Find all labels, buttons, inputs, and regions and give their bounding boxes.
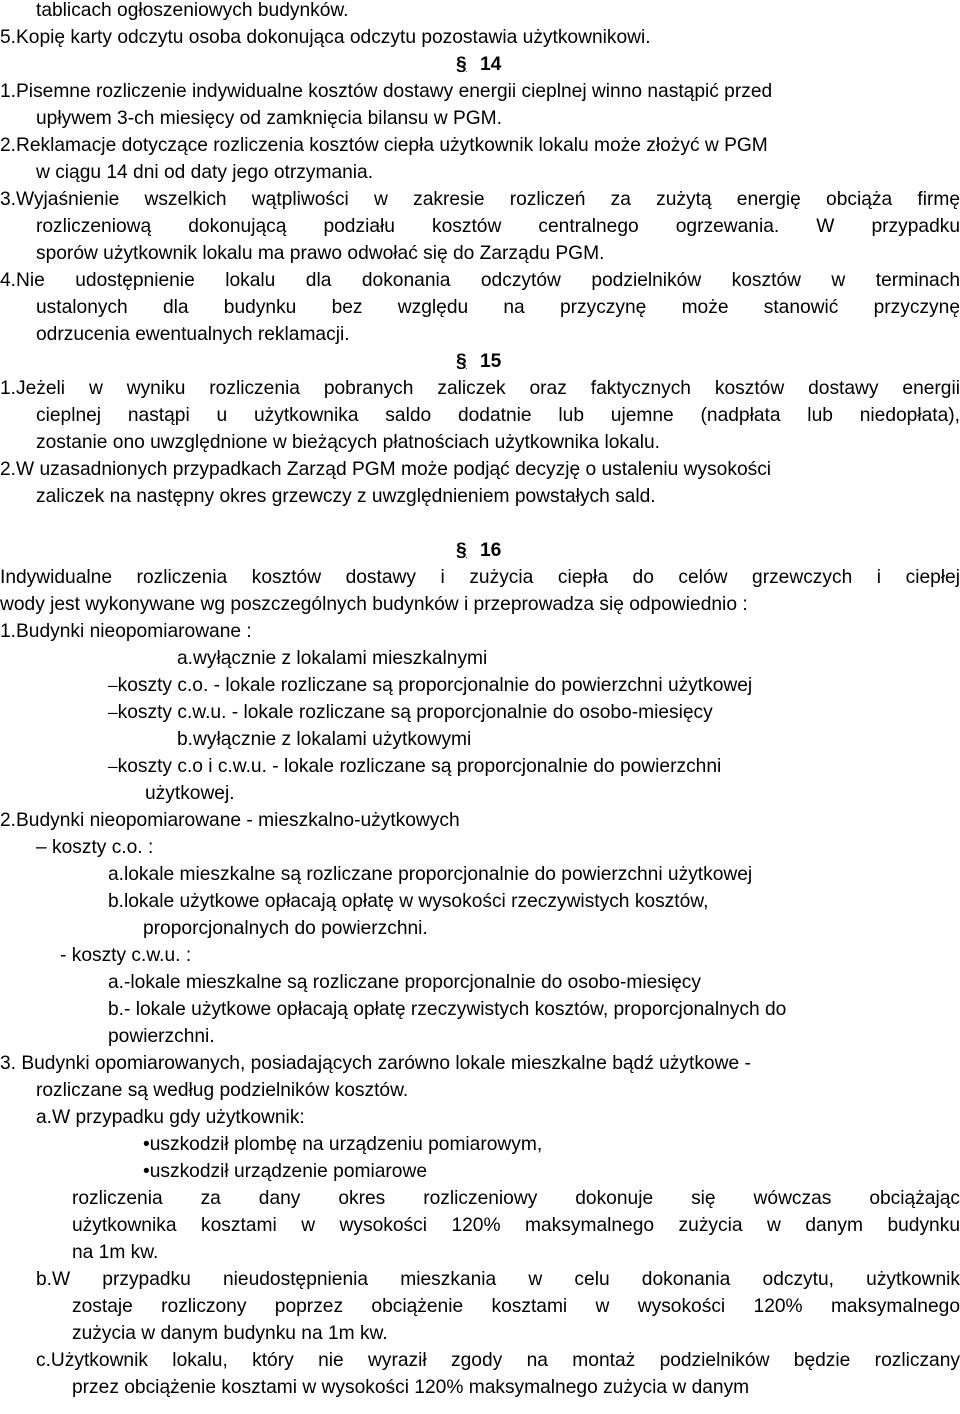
blank-line [0,510,960,537]
section-heading-15 [0,348,960,375]
text-line: Indywidualne rozliczenia kosztów dostawy i zużycia ciepła do celów grzewczych i ciepłej [0,567,960,588]
text-line: proporcjonalnych do powierzchni. [143,918,428,939]
bullet-item: •uszkodził plombę na urządzeniu pomiarowym, [143,1134,543,1155]
section-symbol: § [456,540,467,561]
text-line: ustalonych dla budynku bez względu na przyczynę może stanowić przyczynę [36,297,960,318]
dash-marker: – [108,703,118,722]
text-line: b.- lokale użytkowe opłacają opłatę rzeczywistych kosztów, proporcjonalnych do [108,999,787,1020]
section-heading-16 [0,537,960,564]
list-item-text: koszty c.o i c.w.u. - lokale rozliczane są proporcjonalnie do powierzchni [117,756,722,777]
text-line: 4.Nie udostępnienie lokalu dla dokonania odczytów podzielników kosztów w terminach [0,270,960,291]
bullet-item: •uszkodził urządzenie pomiarowe [143,1161,428,1182]
text-line: - koszty c.w.u. : [60,945,192,966]
text-line: c.Użytkownik lokalu, który nie wyraził zgody na montaż podzielników będzie rozliczany [36,1350,960,1371]
section-number: 15 [480,351,502,372]
text-line: odrzucenia ewentualnych reklamacji. [36,324,350,345]
dash-marker: – [108,676,118,695]
section-number: 14 [480,54,502,75]
text-line: rozliczeniową dokonującą podziału kosztów centralnego ogrzewania. W przypadku [36,216,960,237]
list-item [0,672,960,699]
text-line: a.wyłącznie z lokalami mieszkalnymi [177,648,488,669]
section-symbol: § [456,54,467,75]
text-line: przez obciążenie kosztami w wysokości 120% maksymalnego zużycia w danym [72,1377,750,1398]
text-line: 2.W uzasadnionych przypadkach Zarząd PGM może podjąć decyzję o ustaleniu wysokości [0,459,772,480]
text-line: – koszty c.o. : [36,837,154,858]
list-item-text: koszty c.w.u. - lokale rozliczane są proporcjonalnie do osobo-miesięcy [117,702,713,723]
text-line: a.W przypadku gdy użytkownik: [36,1107,305,1128]
text-line: a.lokale mieszkalne są rozliczane proporcjonalnie do powierzchni użytkowej [108,864,753,885]
text-line: sporów użytkownik lokalu ma prawo odwołać się do Zarządu PGM. [36,243,605,264]
text-line: na 1m kw. [72,1242,159,1263]
text-line: b.wyłącznie z lokalami użytkowymi [177,729,472,750]
text-line: zostanie ono uwzględnione w bieżących płatnościach użytkownika lokalu. [36,432,660,453]
text-line: w ciągu 14 dni od daty jego otrzymania. [36,162,374,183]
text-line: wody jest wykonywane wg poszczególnych budynków i przeprowadza się odpowiednio : [0,594,748,615]
text-line: 1.Budynki nieopomiarowane : [0,621,252,642]
text-line: 2.Budynki nieopomiarowane - mieszkalno-użytkowych [0,810,460,831]
text-line: cieplnej nastąpi u użytkownika saldo dodatnie lub ujemne (nadpłata lub niedopłata), [36,405,960,426]
section-number: 16 [480,540,502,561]
text-line: upływem 3-ch miesięcy od zamknięcia bilansu w PGM. [36,108,502,129]
text-line: użytkownika kosztami w wysokości 120% maksymalnego zużycia w danym budynku [72,1215,960,1236]
text-line: 3.Wyjaśnienie wszelkich wątpliwości w zakresie rozliczeń za zużytą energię obciąża firmę [0,189,960,210]
text-line: rozliczane są według podzielników kosztów. [36,1080,409,1101]
section-symbol: § [456,351,467,372]
text-line: 5.Kopię karty odczytu osoba dokonująca odczytu pozostawia użytkownikowi. [0,27,651,48]
text-line: 1.Jeżeli w wyniku rozliczenia pobranych zaliczek oraz faktycznych kosztów dostawy energii [0,378,960,399]
section-heading-14 [0,51,960,78]
text-line: 1.Pisemne rozliczenie indywidualne kosztów dostawy energii cieplnej winno nastąpić przed [0,81,773,102]
text-line: a.-lokale mieszkalne są rozliczane proporcjonalnie do osobo-miesięcy [108,972,701,993]
list-item [0,753,960,780]
text-line: użytkowej. [145,783,235,804]
text-line: rozliczenia za dany okres rozliczeniowy dokonuje się wówczas obciążając [72,1188,960,1209]
text-line: 2.Reklamacje dotyczące rozliczenia kosztów ciepła użytkownik lokalu może złożyć w PGM [0,135,768,156]
text-line: b.lokale użytkowe opłacają opłatę w wysokości rzeczywistych kosztów, [108,891,709,912]
list-item [0,699,960,726]
text-line: zaliczek na następny okres grzewczy z uwzględnieniem powstałych sald. [36,486,656,507]
text-line: powierzchni. [108,1026,215,1047]
text-line: 3. Budynki opomiarowanych, posiadających zarówno lokale mieszkalne bądź użytkowe - [0,1053,751,1074]
text-line: b.W przypadku nieudostępnienia mieszkania w celu dokonania odczytu, użytkownik [36,1269,960,1290]
text-line: zużycia w danym budynku na 1m kw. [72,1323,388,1344]
text-line: tablicach ogłoszeniowych budynków. [36,0,349,21]
dash-marker: – [108,757,118,776]
list-item-text: koszty c.o. - lokale rozliczane są proporcjonalnie do powierzchni użytkowej [117,675,753,696]
text-line: zostaje rozliczony poprzez obciążenie kosztami w wysokości 120% maksymalnego [72,1296,960,1317]
